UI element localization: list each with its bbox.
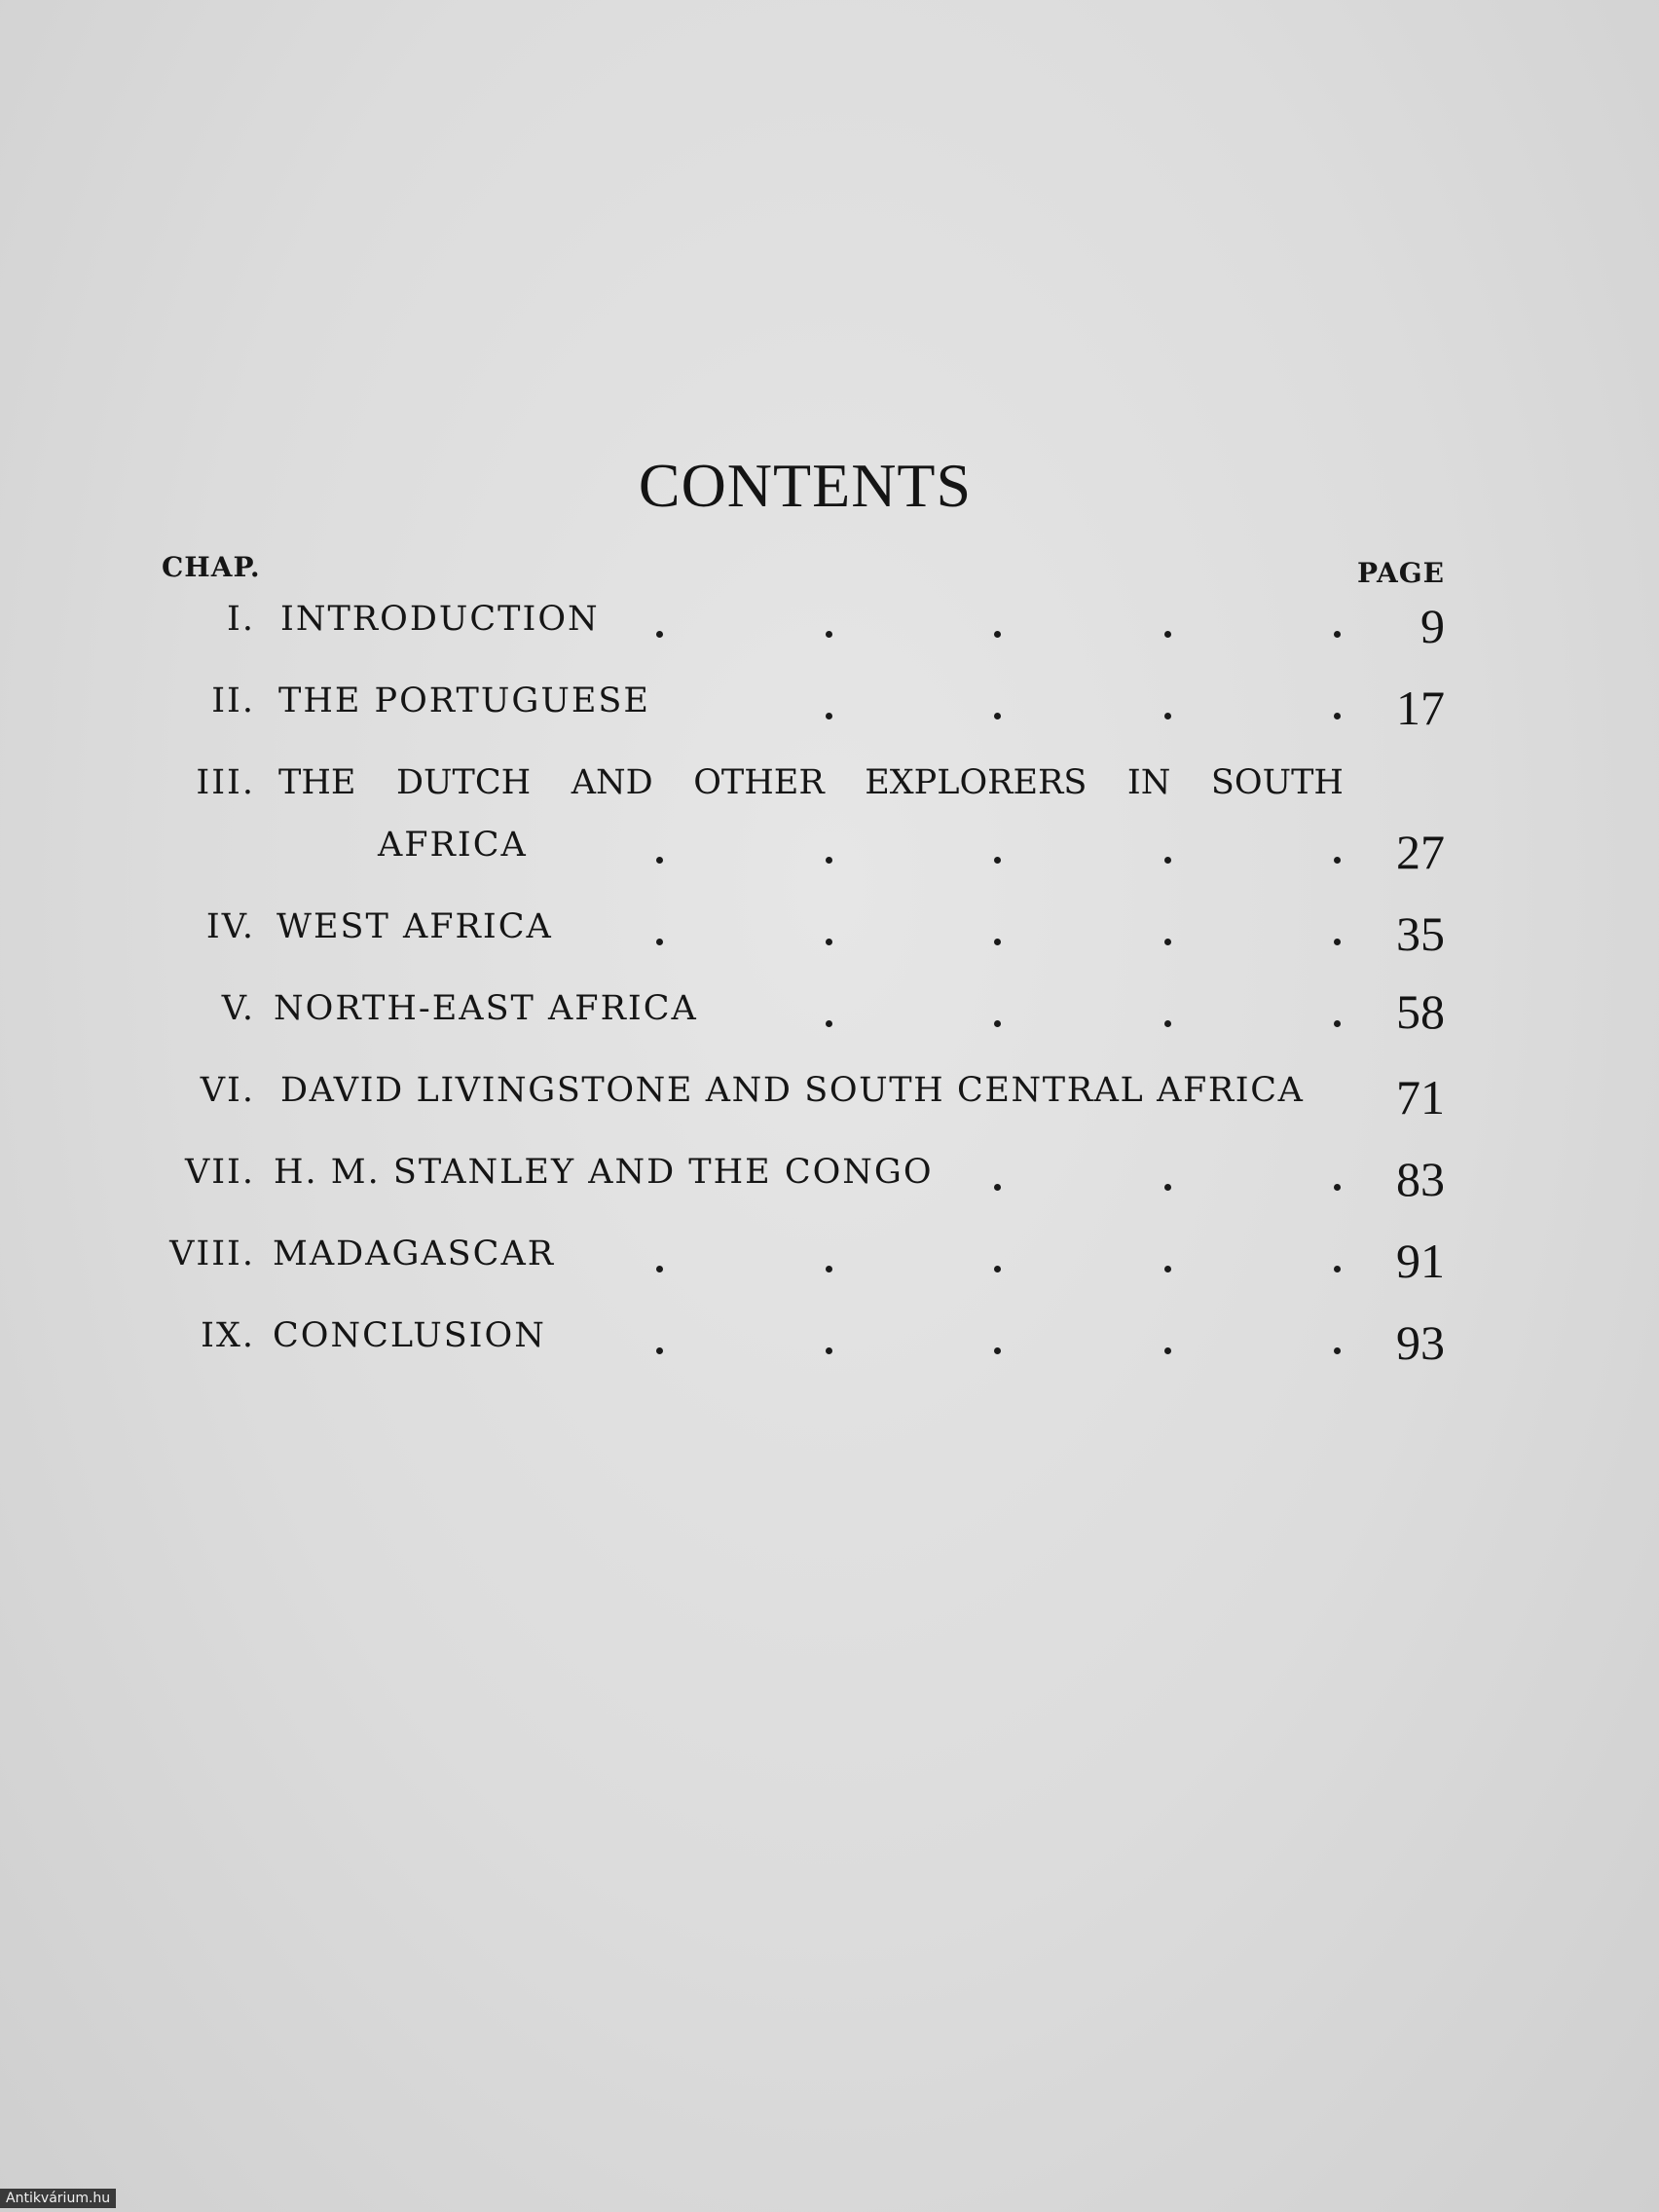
toc-entry-4 bbox=[0, 907, 1659, 976]
title-word: IN bbox=[1126, 763, 1171, 802]
chapter-title: NORTH-EAST AFRICA bbox=[274, 989, 698, 1028]
page-column-header: PAGE bbox=[1357, 557, 1445, 589]
leader-dot bbox=[656, 1347, 663, 1354]
leader-dot bbox=[994, 857, 1001, 864]
chapter-numeral: I. bbox=[227, 600, 255, 639]
leader-dot bbox=[1164, 1184, 1171, 1191]
leader-dot bbox=[1164, 1020, 1171, 1027]
title-word: AND bbox=[571, 763, 653, 802]
leader-dot bbox=[1334, 1347, 1341, 1354]
chapter-title: CONCLUSION bbox=[273, 1316, 546, 1355]
chapter-title: WEST AFRICA bbox=[276, 907, 553, 946]
chapter-numeral: IX. bbox=[201, 1316, 255, 1355]
leader-dot bbox=[1334, 1020, 1341, 1027]
title-word: SOUTH bbox=[1210, 763, 1344, 802]
leader-dot bbox=[826, 1266, 832, 1272]
page-number: 71 bbox=[1396, 1070, 1445, 1124]
leader-dot bbox=[1334, 631, 1341, 638]
chapter-title: H. M. STANLEY AND THE CONGO bbox=[274, 1153, 934, 1192]
chapter-column-header: CHAP. bbox=[162, 551, 261, 583]
toc-entry-8 bbox=[0, 1235, 1659, 1303]
chapter-numeral: VII. bbox=[184, 1153, 255, 1192]
chapter-title bbox=[278, 763, 1344, 802]
title-word: OTHER bbox=[693, 763, 825, 802]
chapter-title: THE PORTUGUESE bbox=[278, 682, 650, 720]
title-word: THE bbox=[278, 763, 356, 802]
chapter-numeral: VIII. bbox=[169, 1235, 255, 1273]
leader-dot bbox=[1334, 1266, 1341, 1272]
leader-dot bbox=[994, 1020, 1001, 1027]
page-number: 58 bbox=[1396, 984, 1445, 1039]
watermark: Antikvárium.hu bbox=[0, 2189, 116, 2208]
leader-dot bbox=[1334, 1184, 1341, 1191]
leader-dot bbox=[826, 939, 832, 945]
leader-dot bbox=[826, 713, 832, 719]
leader-dot bbox=[1164, 857, 1171, 864]
leader-dot bbox=[1334, 713, 1341, 719]
leader-dot bbox=[656, 1266, 663, 1272]
leader-dot bbox=[656, 631, 663, 638]
leader-dot bbox=[994, 1347, 1001, 1354]
leader-dot bbox=[826, 857, 832, 864]
leader-dot bbox=[826, 1347, 832, 1354]
toc-entry-6 bbox=[0, 1071, 1659, 1139]
page-number: 27 bbox=[1396, 825, 1445, 879]
page-number: 35 bbox=[1396, 906, 1445, 961]
leader-dot bbox=[1164, 631, 1171, 638]
chapter-numeral: V. bbox=[221, 989, 255, 1028]
toc-entry-9 bbox=[0, 1316, 1659, 1384]
leader-dot bbox=[656, 939, 663, 945]
toc-entry-7 bbox=[0, 1153, 1659, 1221]
leader-dot bbox=[994, 939, 1001, 945]
title-word: EXPLORERS bbox=[865, 763, 1088, 802]
leader-dot bbox=[1164, 939, 1171, 945]
page-number: 91 bbox=[1396, 1234, 1445, 1288]
page-number: 9 bbox=[1420, 599, 1445, 653]
page-number: 93 bbox=[1396, 1315, 1445, 1370]
toc-entry-5 bbox=[0, 984, 1659, 1057]
leader-dot bbox=[994, 631, 1001, 638]
page-title: CONTENTS bbox=[638, 451, 973, 520]
page-number: 83 bbox=[1396, 1152, 1445, 1206]
leader-dot bbox=[1164, 1266, 1171, 1272]
leader-dot bbox=[656, 857, 663, 864]
chapter-numeral: VI. bbox=[200, 1071, 255, 1110]
chapter-title: DAVID LIVINGSTONE AND SOUTH CENTRAL AFRICA bbox=[280, 1071, 1305, 1110]
chapter-title: INTRODUCTION bbox=[280, 600, 600, 639]
chapter-numeral: IV. bbox=[205, 907, 255, 946]
toc-entry-3 bbox=[0, 763, 1659, 900]
page-number: 17 bbox=[1396, 681, 1445, 735]
chapter-title: MADAGASCAR bbox=[273, 1235, 556, 1273]
leader-dot bbox=[994, 1266, 1001, 1272]
leader-dot bbox=[1164, 1347, 1171, 1354]
chapter-title-continued: AFRICA bbox=[378, 826, 528, 865]
chapter-numeral: II. bbox=[211, 682, 255, 720]
leader-dot bbox=[1334, 939, 1341, 945]
toc-entry-2 bbox=[0, 682, 1659, 750]
leader-dot bbox=[994, 1184, 1001, 1191]
leader-dot bbox=[1164, 713, 1171, 719]
leader-dot bbox=[826, 1020, 832, 1027]
chapter-numeral: III. bbox=[196, 763, 255, 802]
title-word: DUTCH bbox=[395, 763, 532, 802]
leader-dot bbox=[994, 713, 1001, 719]
leader-dot bbox=[826, 631, 832, 638]
leader-dot bbox=[1334, 857, 1341, 864]
toc-entry-1 bbox=[0, 600, 1659, 668]
